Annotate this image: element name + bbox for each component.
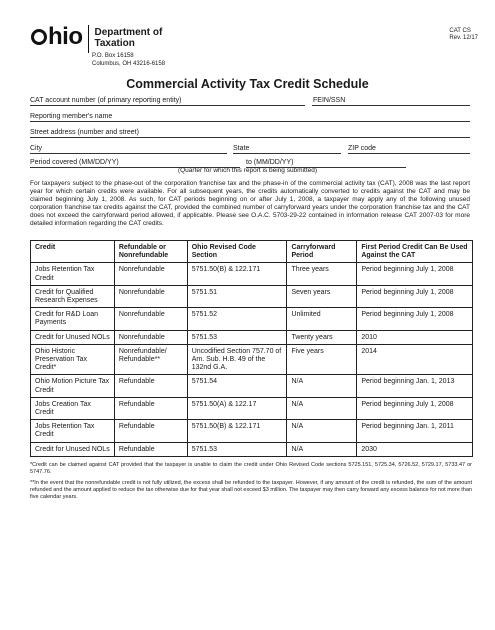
state-label: State	[233, 145, 250, 152]
table-cell: Credit for Qualified Research Expenses	[31, 285, 115, 307]
reporting-member-field[interactable]	[30, 121, 470, 122]
footnote-double: **In the event that the nonrefundable credit is not fully utilized, the excess shall be refunded to the taxpayer. However, if any amount of the credit is refunded, the sum of the amount refunded and the amount applied to reduce the tax otherwise due for that year shall not exceed $3 million. The taxpayer may then carry forward any excess balance for not more than five calendar years.	[30, 480, 472, 500]
table-cell: Seven years	[287, 285, 357, 307]
table-cell: Refundable	[114, 375, 187, 397]
table-cell: Nonrefundable	[114, 308, 187, 330]
column-header: Carryforward Period	[287, 241, 357, 263]
column-header: Ohio Revised Code Section	[187, 241, 287, 263]
table-cell: 5751.53	[187, 442, 287, 456]
cat-account-label: CAT account number (of primary reporting entity)	[30, 97, 182, 104]
department-name: Department of Taxation	[94, 27, 163, 49]
table-row	[31, 308, 473, 330]
table-cell: Credit for Unused NOLs	[31, 442, 115, 456]
period-to-label: to (MM/DD/YY)	[246, 159, 294, 166]
city-label: City	[30, 145, 43, 152]
table-cell: Period beginning July 1, 2008	[357, 308, 473, 330]
table-row	[31, 263, 473, 285]
table-cell: N/A	[287, 375, 357, 397]
street-field[interactable]	[30, 137, 470, 138]
table-cell: Jobs Retention Tax Credit	[31, 263, 115, 285]
form-id: CAT CS Rev. 12/17	[449, 28, 478, 41]
page-title: Commercial Activity Tax Credit Schedule	[126, 77, 369, 91]
table-cell: Period beginning Jan. 1, 2013	[357, 375, 473, 397]
table-cell: Jobs Retention Tax Credit	[31, 420, 115, 442]
table-row	[31, 285, 473, 307]
table-cell: 5751.50(B) & 122.171	[187, 420, 287, 442]
table-cell: Credit for R&D Loan Payments	[31, 308, 115, 330]
table-cell: 5751.53	[187, 330, 287, 344]
fein-field[interactable]	[312, 105, 470, 106]
table-cell: Ohio Historic Preservation Tax Credit*	[31, 344, 115, 375]
period-from-label: Period covered (MM/DD/YY)	[30, 159, 119, 166]
table-cell: Ohio Motion Picture Tax Credit	[31, 375, 115, 397]
table-row	[31, 442, 473, 456]
state-field[interactable]	[233, 153, 341, 154]
table-cell: Period beginning July 1, 2008	[357, 285, 473, 307]
table-row	[31, 344, 473, 375]
table-cell: Uncodified Section 757.70 of Am. Sub. H.B. 49 of the 132nd G.A.	[187, 344, 287, 375]
table-cell: 5751.51	[187, 285, 287, 307]
column-header: Credit	[31, 241, 115, 263]
table-cell: Credit for Unused NOLs	[31, 330, 115, 344]
table-cell: N/A	[287, 397, 357, 419]
footnote-single: *Credit can be claimed against CAT provided that the taxpayer is unable to claim the credit under Ohio Revised Code sections 5725.151, 5725.34, 5726.52, 5729.17, 5733.47 or 5747.76.	[30, 462, 472, 475]
table-cell: 2030	[357, 442, 473, 456]
street-label: Street address (number and street)	[30, 129, 139, 136]
intro-paragraph: For taxpayers subject to the phase-out of the corporation franchise tax and the phase-in of the commercial activity tax (CAT), 2008 was the last report year for which certain credits were available. For all subsequent years, the credits automatically converted to credits against the CAT and may be claimed beginning July 1, 2008. As such, for CAT periods beginning on or after July 1, 2008, a taxpayer may apply any of the following unused corporation franchise tax credits against the CAT, provided the combined number of carryforward years under the corporation franchise tax and the CAT does not exceed the carryforward period allowed, if applicable. Please see O.A.C. 5703-29-22 contained in information release CAT 2007-03 for more detailed information regarding the CAT credits.	[30, 180, 470, 228]
column-header: Refundable or Nonrefundable	[114, 241, 187, 263]
table-cell: Nonrefundable	[114, 263, 187, 285]
table-cell: N/A	[287, 442, 357, 456]
table-cell: Nonrefundable/ Refundable**	[114, 344, 187, 375]
table-cell: Nonrefundable	[114, 285, 187, 307]
table-cell: Five years	[287, 344, 357, 375]
table-cell: Refundable	[114, 442, 187, 456]
department-address: P.O. Box 16158 Columbus, OH 43216-6158	[92, 53, 166, 67]
table-cell: 2010	[357, 330, 473, 344]
table-cell: N/A	[287, 420, 357, 442]
column-header: First Period Credit Can Be Used Against the CAT	[357, 241, 473, 263]
table-cell: Jobs Creation Tax Credit	[31, 397, 115, 419]
table-cell: Period beginning July 1, 2008	[357, 397, 473, 419]
table-row	[31, 397, 473, 419]
table-cell: 5751.52	[187, 308, 287, 330]
table-row	[31, 420, 473, 442]
table-cell: Unlimited	[287, 308, 357, 330]
ohio-wordmark: hio	[31, 25, 83, 53]
zip-field[interactable]	[348, 153, 470, 154]
credit-table	[30, 240, 473, 457]
table-header-row	[31, 241, 473, 263]
logo-divider	[88, 25, 89, 53]
table-cell: 5751.54	[187, 375, 287, 397]
city-field[interactable]	[30, 153, 227, 154]
cat-account-field[interactable]	[30, 105, 305, 106]
ohio-logo	[31, 25, 162, 53]
table-cell: Nonrefundable	[114, 330, 187, 344]
quarter-note: (Quarter for which this report is being submitted)	[177, 167, 318, 174]
reporting-member-label: Reporting member's name	[30, 113, 113, 120]
fein-label: FEIN/SSN	[313, 97, 346, 104]
table-row	[31, 330, 473, 344]
table-cell: Twenty years	[287, 330, 357, 344]
table-cell: Refundable	[114, 397, 187, 419]
table-row	[31, 375, 473, 397]
table-cell: Three years	[287, 263, 357, 285]
table-cell: 5751.50(A) & 122.17	[187, 397, 287, 419]
table-cell: 5751.50(B) & 122.171	[187, 263, 287, 285]
zip-label: ZIP code	[348, 145, 376, 152]
table-cell: Refundable	[114, 420, 187, 442]
table-cell: Period beginning Jan. 1, 2011	[357, 420, 473, 442]
table-cell: 2014	[357, 344, 473, 375]
table-cell: Period beginning July 1, 2008	[357, 263, 473, 285]
